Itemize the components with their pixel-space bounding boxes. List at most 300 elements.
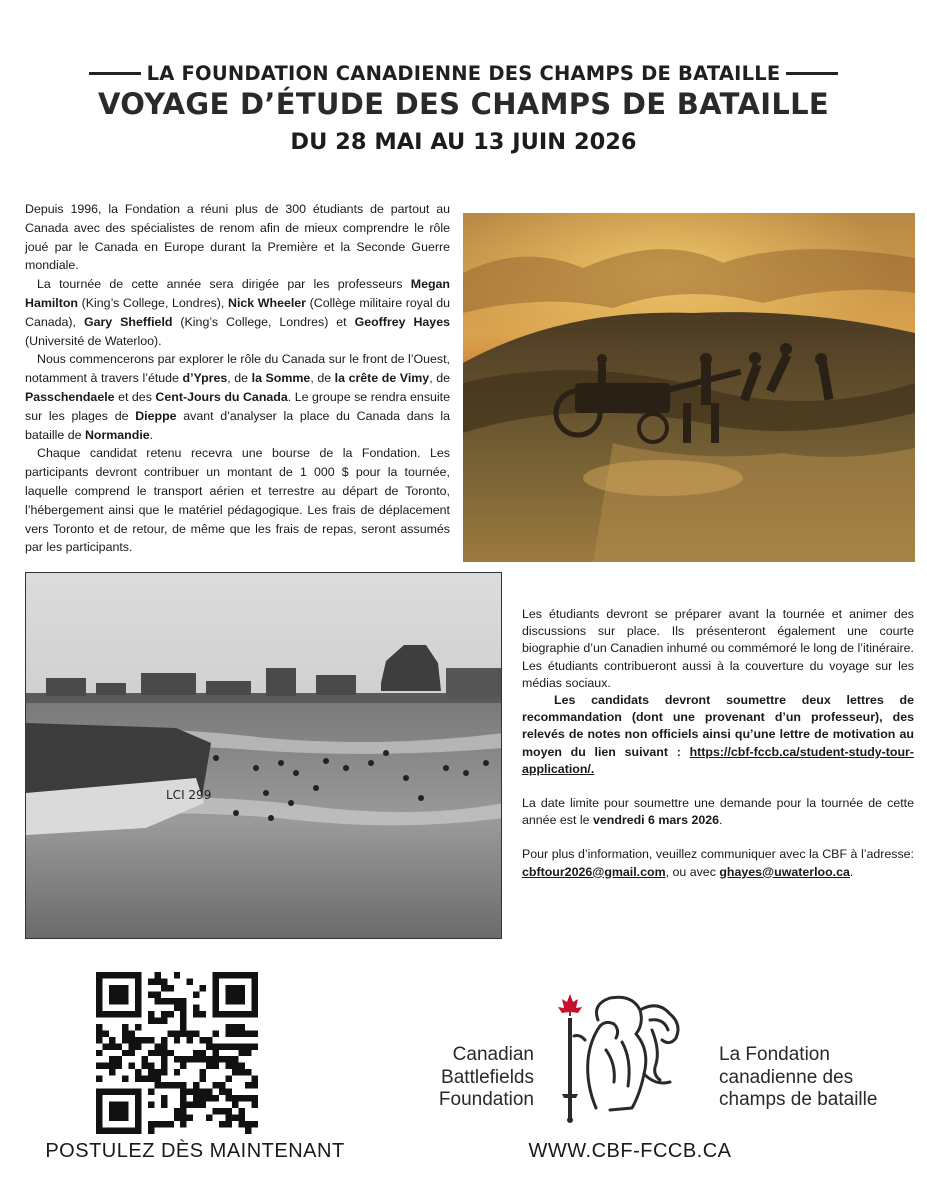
qr-module <box>193 1004 199 1010</box>
qr-module <box>213 985 219 991</box>
qr-module <box>167 1082 173 1088</box>
qr-module <box>122 972 128 978</box>
logo-text-french <box>719 1044 919 1112</box>
qr-module <box>122 998 128 1004</box>
qr-module <box>122 1108 128 1114</box>
qr-module <box>109 1115 115 1121</box>
qr-module <box>115 1063 121 1069</box>
qr-module <box>135 998 141 1004</box>
qr-module <box>135 1102 141 1108</box>
qr-module <box>109 1089 115 1095</box>
emphasis-text: Dieppe <box>135 408 177 423</box>
title-rule-right <box>786 72 838 75</box>
qr-module <box>161 1011 167 1017</box>
qr-module <box>161 1063 167 1069</box>
qr-module <box>122 1076 128 1082</box>
qr-module <box>232 1063 238 1069</box>
qr-module <box>174 1030 180 1036</box>
qr-module <box>232 1056 238 1062</box>
qr-module <box>187 1115 193 1121</box>
email-link-cbf[interactable]: cbftour2026@gmail.com <box>522 864 666 879</box>
qr-module <box>167 1011 173 1017</box>
qr-module <box>239 991 245 997</box>
qr-module <box>109 1043 115 1049</box>
qr-module <box>206 1115 212 1121</box>
qr-module <box>252 985 258 991</box>
qr-module <box>154 991 160 997</box>
qr-module <box>206 1063 212 1069</box>
qr-module <box>161 1102 167 1108</box>
qr-module <box>226 1076 232 1082</box>
qr-module <box>174 1004 180 1010</box>
qr-module <box>128 1063 134 1069</box>
emphasis-text: Passchendaele <box>25 389 115 404</box>
qr-module <box>115 985 121 991</box>
qr-module <box>232 1095 238 1101</box>
qr-module <box>115 991 121 997</box>
qr-module <box>226 1089 232 1095</box>
qr-module <box>148 1011 154 1017</box>
qr-module <box>122 1011 128 1017</box>
qr-module <box>239 1011 245 1017</box>
qr-module <box>148 1102 154 1108</box>
qr-module <box>122 1037 128 1043</box>
logo-text-english <box>410 1044 534 1112</box>
qr-module <box>109 998 115 1004</box>
qr-module <box>206 1043 212 1049</box>
contact-end: . <box>849 864 854 879</box>
qr-module <box>206 1037 212 1043</box>
qr-module <box>232 1030 238 1036</box>
qr-module <box>148 1076 154 1082</box>
qr-module <box>115 972 121 978</box>
qr-module <box>180 1024 186 1030</box>
qr-module <box>213 1063 219 1069</box>
body-text: (King’s College, Londres) et <box>172 314 355 329</box>
qr-module <box>161 1082 167 1088</box>
qr-module <box>252 1030 258 1036</box>
qr-module <box>252 1011 258 1017</box>
qr-module <box>226 1056 232 1062</box>
qr-module <box>180 1102 186 1108</box>
qr-module <box>193 1056 199 1062</box>
qr-module <box>154 1050 160 1056</box>
deadline-end: . <box>719 813 723 828</box>
qr-module <box>161 1056 167 1062</box>
qr-module <box>96 1102 102 1108</box>
qr-module <box>239 998 245 1004</box>
qr-module <box>180 1121 186 1127</box>
qr-module <box>200 1089 206 1095</box>
qr-module <box>161 978 167 984</box>
qr-module <box>245 1011 251 1017</box>
emphasis-text: d’Ypres <box>182 371 228 386</box>
qr-module <box>226 1043 232 1049</box>
qr-module <box>239 972 245 978</box>
qr-module <box>200 985 206 991</box>
qr-module <box>245 1030 251 1036</box>
body-text: , de <box>310 371 335 386</box>
qr-module <box>115 1043 121 1049</box>
lion-sword-maple-logo-icon <box>540 990 690 1125</box>
qr-module <box>239 1024 245 1030</box>
qr-module <box>219 972 225 978</box>
qr-module <box>135 972 141 978</box>
qr-module <box>115 1011 121 1017</box>
qr-module <box>180 1017 186 1023</box>
logo-en-line-1: Canadian <box>452 1044 534 1065</box>
emphasis-text: la crête de Vimy <box>334 371 430 386</box>
qr-module <box>252 1082 258 1088</box>
qr-module <box>232 1011 238 1017</box>
qr-module <box>128 1050 134 1056</box>
logo-en-line-3: Foundation <box>438 1089 534 1110</box>
qr-module <box>135 1095 141 1101</box>
contact-or: , ou avec <box>665 864 720 879</box>
qr-module <box>122 1128 128 1134</box>
qr-module <box>226 1121 232 1127</box>
qr-module <box>122 1115 128 1121</box>
qr-module <box>200 1056 206 1062</box>
qr-module <box>135 1115 141 1121</box>
qr-module <box>96 1037 102 1043</box>
emphasis-text: Megan Hamilton <box>25 277 450 310</box>
qr-module <box>154 1076 160 1082</box>
qr-module <box>135 985 141 991</box>
qr-module <box>174 1115 180 1121</box>
qr-module <box>239 1069 245 1075</box>
qr-module <box>161 1069 167 1075</box>
qr-module <box>239 1030 245 1036</box>
qr-module <box>109 1056 115 1062</box>
qr-module <box>213 1011 219 1017</box>
body-text: . <box>149 427 154 442</box>
qr-module <box>226 1108 232 1114</box>
qr-module <box>232 998 238 1004</box>
email-link-hayes[interactable]: ghayes@uwaterloo.ca <box>719 864 850 879</box>
qr-module <box>96 1063 102 1069</box>
qr-module <box>167 998 173 1004</box>
qr-module <box>128 1089 134 1095</box>
qr-module <box>135 1004 141 1010</box>
qr-module <box>245 972 251 978</box>
qr-module <box>252 972 258 978</box>
qr-module <box>226 1030 232 1036</box>
emphasis-text: la Somme <box>251 371 311 386</box>
qr-module <box>161 1095 167 1101</box>
qr-module <box>148 978 154 984</box>
qr-module <box>148 1089 154 1095</box>
qr-module <box>219 1108 225 1114</box>
qr-module <box>128 1011 134 1017</box>
qr-module <box>109 1011 115 1017</box>
logo-en-line-2: Battlefields <box>441 1066 534 1088</box>
qr-module <box>219 1121 225 1127</box>
tour-title: VOYAGE D’ÉTUDE DES CHAMPS DE BATAILLE <box>97 87 829 121</box>
qr-module <box>232 991 238 997</box>
qr-module <box>213 1095 219 1101</box>
org-title-line <box>0 62 927 85</box>
qr-module <box>115 1108 121 1114</box>
body-text: . Le groupe se rendra ensuite sur les plages de <box>25 389 450 423</box>
qr-module <box>148 1128 154 1134</box>
qr-module <box>122 1089 128 1095</box>
qr-module <box>96 1076 102 1082</box>
qr-module <box>96 1030 102 1036</box>
body-text: (Collège militaire royal du Canada), <box>25 295 450 329</box>
requirements-text: Les candidats devront soumettre deux lettres de recommandation (dont une provenant d’un professeur), des relevés de notes non officiels ainsi qu’une lettre de motivation au moyen du lien suivant : <box>522 693 914 759</box>
qr-module <box>135 1128 141 1134</box>
qr-module <box>193 991 199 997</box>
qr-module <box>102 1043 108 1049</box>
title-rule-left <box>89 72 141 75</box>
qr-module <box>239 1095 245 1101</box>
qr-module <box>232 1069 238 1075</box>
qr-module <box>213 1056 219 1062</box>
qr-module <box>213 1050 219 1056</box>
qr-module <box>109 1128 115 1134</box>
qr-module <box>161 1017 167 1023</box>
deadline-date: vendredi 6 mars 2026 <box>592 813 720 828</box>
application-link[interactable]: https://cbf-fccb.ca/student-study-tour-application/. <box>522 744 914 776</box>
qr-code-icon[interactable] <box>96 972 258 1134</box>
apply-now-label: POSTULEZ DÈS MAINTENANT <box>45 1140 345 1162</box>
qr-module <box>245 1069 251 1075</box>
tour-dates: DU 28 MAI AU 13 JUIN 2026 <box>290 129 637 155</box>
qr-module <box>128 1030 134 1036</box>
qr-module <box>148 991 154 997</box>
qr-module <box>96 1004 102 1010</box>
qr-module <box>174 1056 180 1062</box>
qr-module <box>213 972 219 978</box>
details-paragraph-2 <box>522 692 914 778</box>
application-details <box>522 606 914 881</box>
qr-module <box>239 1108 245 1114</box>
qr-module <box>109 985 115 991</box>
qr-module <box>180 1063 186 1069</box>
qr-module <box>154 1043 160 1049</box>
qr-module <box>213 1043 219 1049</box>
qr-module <box>252 1121 258 1127</box>
logo-fr-line-3: champs de bataille <box>719 1089 878 1110</box>
qr-module <box>180 1089 186 1095</box>
qr-module <box>122 1030 128 1036</box>
qr-module <box>141 1037 147 1043</box>
battlefield-painting <box>463 213 915 562</box>
qr-module <box>226 972 232 978</box>
qr-module <box>219 1089 225 1095</box>
qr-module <box>102 1089 108 1095</box>
qr-module <box>239 985 245 991</box>
qr-module <box>252 991 258 997</box>
qr-module <box>239 1115 245 1121</box>
qr-module <box>226 1115 232 1121</box>
qr-module <box>193 1102 199 1108</box>
body-text: La tournée de cette année sera dirigée par les professeurs <box>37 277 411 292</box>
qr-module <box>174 1069 180 1075</box>
details-paragraph-1: Les étudiants devront se préparer avant la tournée et animer des discussions sur place. Ils présenteront également une courte biographie d’un Canadien inhumé ou commémoré le long de l’itinéraire. Les étudiants contribueront aussi à la couverture du voyage sur les médias sociaux. <box>522 607 914 690</box>
qr-module <box>128 1037 134 1043</box>
qr-module <box>239 1043 245 1049</box>
intro-paragraph-2 <box>25 275 450 350</box>
qr-module <box>154 998 160 1004</box>
qr-module <box>167 1030 173 1036</box>
emphasis-text: Nick Wheeler <box>228 295 307 310</box>
emphasis-text: Gary Sheffield <box>83 314 173 329</box>
qr-module <box>193 1030 199 1036</box>
qr-module <box>109 972 115 978</box>
qr-module <box>219 1056 225 1062</box>
qr-module <box>161 1050 167 1056</box>
qr-module <box>148 1121 154 1127</box>
qr-module <box>252 978 258 984</box>
qr-module <box>213 1004 219 1010</box>
intro-text <box>25 200 450 557</box>
qr-module <box>135 1037 141 1043</box>
qr-module <box>180 998 186 1004</box>
qr-module <box>96 1089 102 1095</box>
qr-module <box>115 998 121 1004</box>
qr-module <box>109 1037 115 1043</box>
qr-module <box>167 1121 173 1127</box>
qr-module <box>200 1011 206 1017</box>
qr-module <box>213 1082 219 1088</box>
qr-module <box>200 1076 206 1082</box>
qr-module <box>135 1121 141 1127</box>
qr-module <box>96 991 102 997</box>
qr-module <box>135 1089 141 1095</box>
qr-module <box>213 978 219 984</box>
qr-module <box>148 1063 154 1069</box>
qr-module <box>154 978 160 984</box>
qr-module <box>219 1082 225 1088</box>
qr-module <box>252 1076 258 1082</box>
qr-module <box>245 1050 251 1056</box>
qr-module <box>193 1050 199 1056</box>
qr-module <box>96 1128 102 1134</box>
qr-module <box>252 1043 258 1049</box>
qr-module <box>102 1030 108 1036</box>
qr-module <box>96 1115 102 1121</box>
body-text: et des <box>114 389 156 404</box>
emphasis-text: Normandie <box>84 427 150 442</box>
qr-module <box>122 1050 128 1056</box>
qr-module <box>180 1095 186 1101</box>
qr-module <box>187 978 193 984</box>
qr-module <box>180 1108 186 1114</box>
qr-module <box>135 1076 141 1082</box>
qr-module <box>128 1128 134 1134</box>
qr-module <box>245 1128 251 1134</box>
qr-module <box>102 1128 108 1134</box>
qr-module <box>174 998 180 1004</box>
intro-paragraph-4: Chaque candidat retenu recevra une bourse de la Fondation. Les participants devront contribuer un montant de 1 000 $ pour la tournée, laquelle comprend le transport aérien et terrestre au départ de Toronto, l’hébergement ainsi que le matériel pédagogique. Les frais de déplacement vers Toronto et de retour, de même que les frais de repas, seront assumés par les participants. <box>25 446 450 555</box>
qr-module <box>102 1011 108 1017</box>
qr-module <box>213 998 219 1004</box>
qr-module <box>245 1082 251 1088</box>
qr-module <box>135 1108 141 1114</box>
qr-module <box>232 1024 238 1030</box>
qr-module <box>252 998 258 1004</box>
qr-module <box>115 1128 121 1134</box>
qr-module <box>96 972 102 978</box>
qr-module <box>245 1121 251 1127</box>
qr-module <box>187 1037 193 1043</box>
emphasis-text: Cent-Jours du Canada <box>155 389 288 404</box>
qr-module <box>193 1082 199 1088</box>
qr-module <box>232 1115 238 1121</box>
qr-module <box>239 1121 245 1127</box>
qr-module <box>141 1063 147 1069</box>
qr-module <box>161 985 167 991</box>
qr-module <box>109 991 115 997</box>
qr-module <box>226 1095 232 1101</box>
qr-module <box>167 985 173 991</box>
qr-module <box>232 985 238 991</box>
qr-module <box>193 1011 199 1017</box>
qr-module <box>115 1056 121 1062</box>
qr-module <box>206 1089 212 1095</box>
qr-module <box>245 1095 251 1101</box>
qr-module <box>154 1017 160 1023</box>
qr-module <box>154 1121 160 1127</box>
qr-module <box>96 978 102 984</box>
qr-module <box>180 1056 186 1062</box>
qr-module <box>180 1011 186 1017</box>
qr-module <box>174 972 180 978</box>
qr-module <box>135 991 141 997</box>
qr-module <box>200 1050 206 1056</box>
qr-module <box>226 985 232 991</box>
qr-module <box>109 1108 115 1114</box>
qr-module <box>96 998 102 1004</box>
qr-module <box>187 1056 193 1062</box>
website-url[interactable]: WWW.CBF-FCCB.CA <box>528 1140 732 1162</box>
qr-module <box>109 1063 115 1069</box>
qr-module <box>102 972 108 978</box>
qr-module <box>200 1102 206 1108</box>
qr-module <box>193 1089 199 1095</box>
qr-module <box>96 1050 102 1056</box>
qr-module <box>122 991 128 997</box>
qr-module <box>167 1050 173 1056</box>
qr-module <box>180 1082 186 1088</box>
qr-module <box>245 1043 251 1049</box>
qr-module <box>141 1056 147 1062</box>
qr-module <box>232 972 238 978</box>
qr-module <box>161 1043 167 1049</box>
deadline-text: La date limite pour soumettre une demande pour la tournée de cette année est le <box>522 796 914 828</box>
qr-module <box>213 1030 219 1036</box>
qr-module <box>239 1063 245 1069</box>
contact-text: Pour plus d’information, veuillez communiquer avec la CBF à l’adresse: <box>522 847 914 862</box>
qr-module <box>200 1037 206 1043</box>
qr-module <box>148 1069 154 1075</box>
qr-module <box>193 1095 199 1101</box>
intro-paragraph-1: Depuis 1996, la Fondation a réuni plus de 300 étudiants de partout au Canada avec des spécialistes de renom afin de mieux comprendre le rôle joué par le Canada en Europe durant la Première et la Seconde Guerre mondiale. <box>25 202 450 273</box>
qr-module <box>135 1011 141 1017</box>
logo-fr-line-1: La Fondation <box>719 1044 830 1065</box>
qr-module <box>154 1069 160 1075</box>
qr-module <box>239 1050 245 1056</box>
qr-module <box>115 1115 121 1121</box>
qr-module <box>135 1024 141 1030</box>
qr-module <box>180 1115 186 1121</box>
qr-module <box>252 1004 258 1010</box>
qr-module <box>148 1017 154 1023</box>
qr-module <box>174 1082 180 1088</box>
qr-module <box>154 972 160 978</box>
